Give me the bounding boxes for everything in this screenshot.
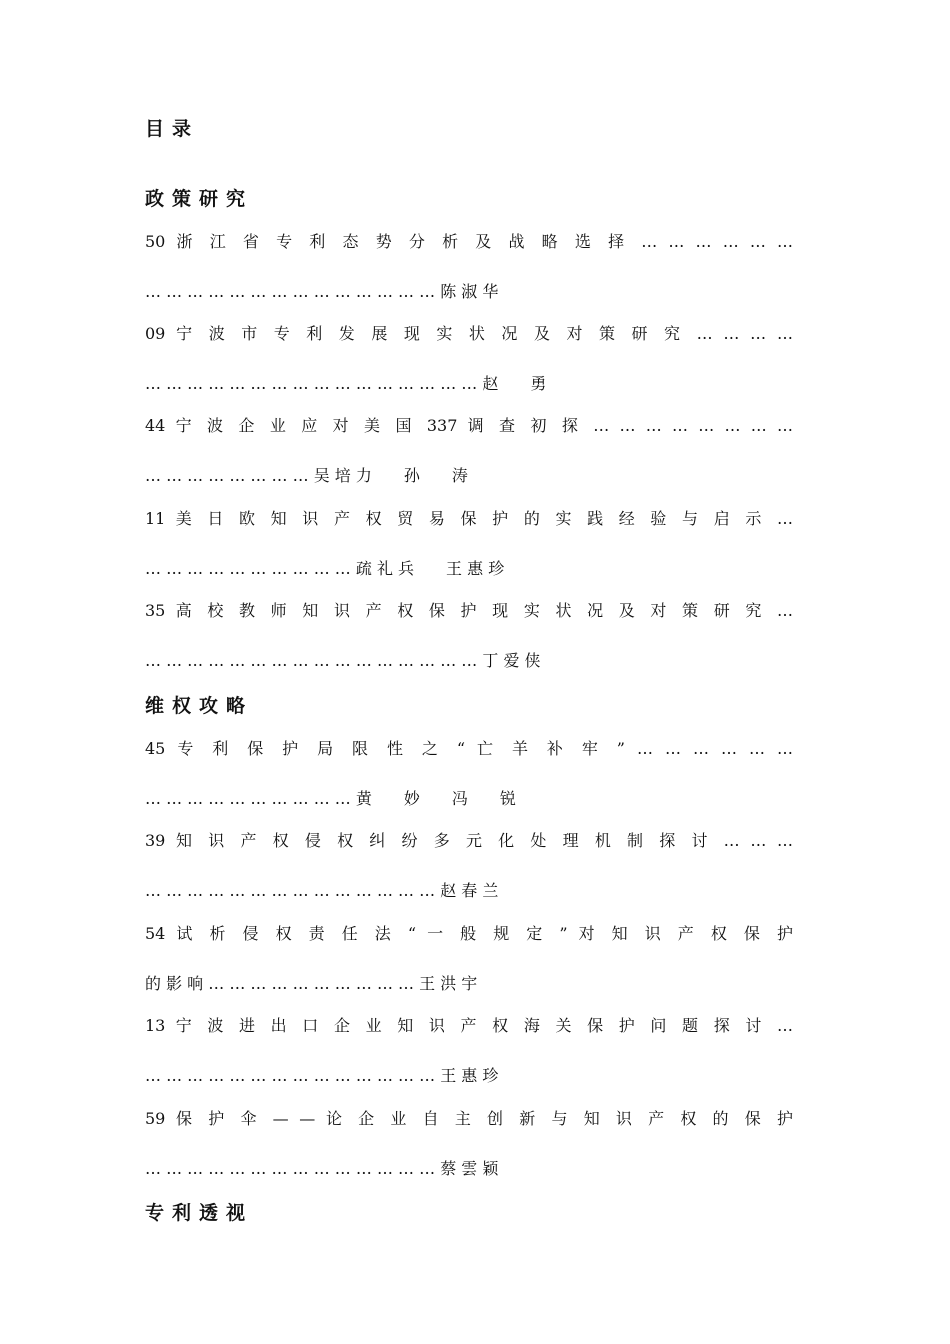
toc-entry-line: … … … … … … … … … … … … … … 蔡 雲 颖 — [145, 1159, 499, 1178]
toc-entry-line: … … … … … … … … … … … … … … 陈 淑 华 — [145, 282, 499, 301]
toc-entry-line: … … … … … … … … … … … … … … 王 惠 珍 — [145, 1066, 499, 1085]
toc-entry-line: 09 宁 波 市 专 利 发 展 现 实 状 况 及 对 策 研 究 … … … … — [145, 324, 793, 343]
toc-entry-line: 50 浙 江 省 专 利 态 势 分 析 及 战 略 选 择 … … … … … … — [145, 232, 793, 251]
section-heading-policy-research: 政策研究 — [145, 188, 254, 210]
toc-entry-line: 59 保 护 伞 — — 论 企 业 自 主 创 新 与 知 识 产 权 的 保 护 — [145, 1109, 793, 1128]
toc-entry-line: … … … … … … … … … … … … … … … … 赵 勇 — [145, 374, 547, 393]
toc-entry-line: 54 试 析 侵 权 责 任 法 “ 一 般 规 定 ” 对 知 识 产 权 保 护 — [145, 924, 793, 943]
toc-entry-line: … … … … … … … … … … … … … … … … 丁 爱 侠 — [145, 651, 541, 670]
toc-entry-line: 39 知 识 产 权 侵 权 纠 纷 多 元 化 处 理 机 制 探 讨 … … … — [145, 831, 793, 850]
toc-entry-line: 45 专 利 保 护 局 限 性 之 “ 亡 羊 补 牢 ” … … … … … … — [145, 739, 793, 758]
toc-entry-line: … … … … … … … … … … … … … … 赵 春 兰 — [145, 881, 499, 900]
toc-entry-line: … … … … … … … … 吴 培 力 孙 涛 — [145, 466, 468, 485]
toc-entry-line: 11 美 日 欧 知 识 产 权 贸 易 保 护 的 实 践 经 验 与 启 示 … — [145, 509, 793, 528]
toc-entry-line: 35 高 校 教 师 知 识 产 权 保 护 现 实 状 况 及 对 策 研 究 … — [145, 601, 793, 620]
document-title: 目录 — [145, 118, 200, 140]
toc-entry-line: … … … … … … … … … … 疏 礼 兵 王 惠 珍 — [145, 559, 505, 578]
section-heading-patent-perspective: 专利透视 — [145, 1202, 254, 1224]
toc-entry-line: 的 影 响 … … … … … … … … … … 王 洪 宇 — [145, 974, 478, 993]
toc-entry-line: … … … … … … … … … … 黄 妙 冯 锐 — [145, 789, 516, 808]
toc-entry-line: 44 宁 波 企 业 应 对 美 国 337 调 查 初 探 … … … … … … … … — [145, 416, 793, 435]
toc-entry-line: 13 宁 波 进 出 口 企 业 知 识 产 权 海 关 保 护 问 题 探 讨 … — [145, 1016, 793, 1035]
section-heading-rights-protection: 维权攻略 — [145, 695, 254, 717]
